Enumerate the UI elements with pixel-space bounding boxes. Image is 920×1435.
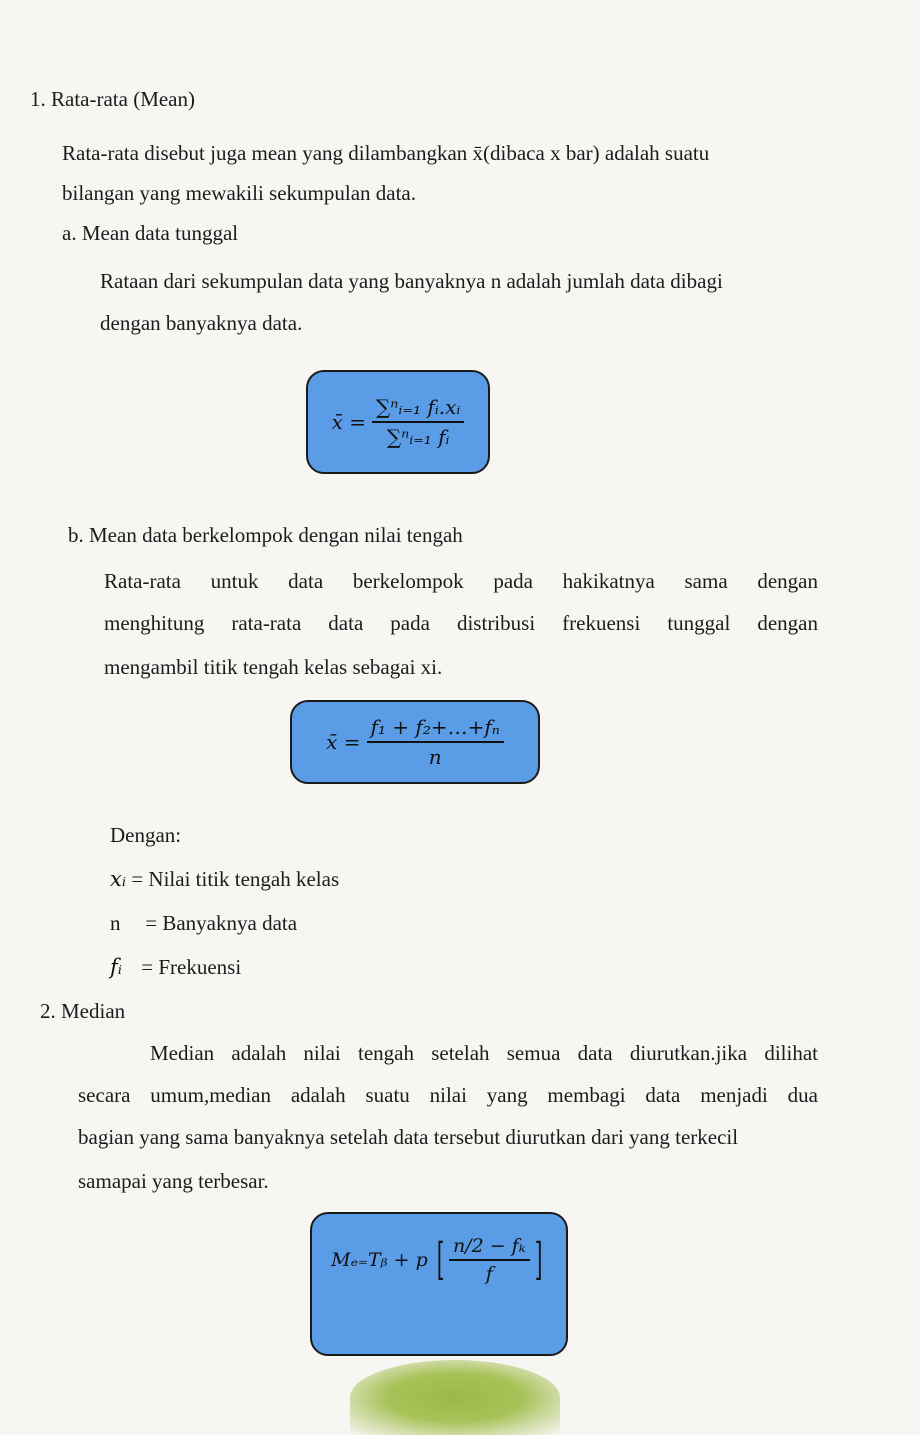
formula-lhs: x̄ = [331,410,366,434]
green-smudge [350,1360,560,1435]
subsection-b-text-line-3: mengambil titik tengah kelas sebagai xi. [104,655,443,679]
formula-denominator: ∑ⁿᵢ₌₁ fᵢ [386,425,450,449]
definition-symbol: fᵢ [110,955,122,979]
definition-text: = Frekuensi [141,955,242,979]
formula-denominator: f [485,1263,493,1285]
formula-numerator: ∑ⁿᵢ₌₁ fᵢ.xᵢ [372,395,464,423]
section-2-text-line-4: samapai yang terbesar. [78,1169,269,1193]
definition-symbol: xᵢ [110,867,127,891]
formula-median: Mₑ₌Tᵦ + p [ $\frac{\text{n/2 − fₖ}}{f}$ ] [331,1234,543,1285]
subsection-b-text-line-2: menghitung rata-rata data pada distribusi frekuensi tunggal dengan [104,611,818,635]
formula-fraction [449,1235,530,1285]
definition-row [110,866,339,892]
definition-text: = Nilai titik tengah kelas [131,867,340,891]
definition-row [110,954,241,980]
section-1-text-line-1: Rata-rata disebut juga mean yang dilambangkan x̄(dibaca x bar) adalah suatu [62,141,710,165]
subsection-a-text-line-2: dengan banyaknya data. [100,311,303,335]
section-1-text-line-2: bilangan yang mewakili sekumpulan data. [62,181,416,205]
formula-numerator: f₁ + f₂+…+fₙ [367,715,504,743]
section-2-text-line-1: Median adalah nilai tengah setelah semua data diurutkan.jika dilihat [150,1041,818,1065]
section-1-heading: 1. Rata-rata (Mean) [30,87,195,111]
formula-mean-single [308,372,488,472]
formula-numerator: n/2 − fₖ [449,1235,530,1261]
section-2-heading: 2. Median [40,999,126,1023]
subsection-b-heading: b. Mean data berkelompok dengan nilai tengah [68,523,463,547]
definition-row [110,910,297,936]
formula-box-mean-grouped [290,700,540,784]
formula-lhs: x̄ = [326,730,361,754]
formula-fraction [372,395,464,449]
formula-box-median [310,1212,568,1356]
subsection-a-text-line-1: Rataan dari sekumpulan data yang banyaknya n adalah jumlah data dibagi [100,269,723,293]
formula-fraction [367,715,504,769]
subsection-b-text-line-1: Rata-rata untuk data berkelompok pada hakikatnya sama dengan [104,569,818,593]
formula-mean-grouped [292,702,538,782]
dengan-heading: Dengan: [110,823,182,847]
subsection-a-heading: a. Mean data tunggal [62,221,239,245]
formula-box-mean-single [306,370,490,474]
definition-symbol: n [110,911,121,935]
section-2-text-line-3: bagian yang sama banyaknya setelah data tersebut diurutkan dari yang terkecil [78,1125,739,1149]
formula-lhs: Mₑ₌Tᵦ + p [331,1249,428,1271]
formula-denominator: n [428,745,442,769]
section-2-text-line-2: secara umum,median adalah suatu nilai yang membagi data menjadi dua [78,1083,818,1107]
definition-text: = Banyaknya data [145,911,298,935]
